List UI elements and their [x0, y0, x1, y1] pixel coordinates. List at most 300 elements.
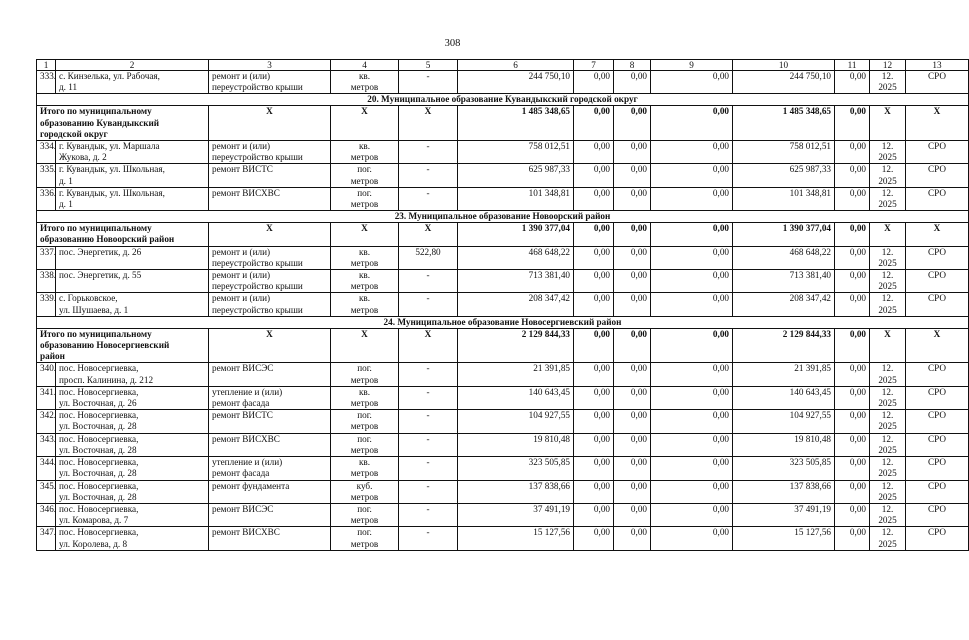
cell-line: городской округ — [40, 128, 108, 139]
cell-line: пог. — [357, 187, 372, 198]
table-cell — [209, 293, 331, 316]
table-cell: 468 648,22 — [733, 246, 835, 269]
table-cell: СРО — [906, 246, 969, 269]
cell-line: 12. — [881, 433, 894, 444]
table-cell: - — [399, 141, 458, 164]
table-cell: 346. — [37, 503, 56, 526]
table-cell: 0,00 — [835, 328, 870, 363]
cell-line: переустройство крыши — [212, 257, 303, 268]
table-cell: 244 750,10 — [733, 71, 835, 94]
table-cell: 37 491,19 — [458, 503, 574, 526]
table-cell: 2 129 844,33 — [733, 328, 835, 363]
table-cell: 0,00 — [614, 480, 651, 503]
cell-line: д. 11 — [59, 82, 78, 93]
table-cell: 0,00 — [651, 433, 733, 456]
table-cell: 0,00 — [651, 293, 733, 316]
cell-line: метров — [350, 398, 379, 409]
table-cell — [56, 246, 209, 269]
table-cell: Х — [399, 106, 458, 141]
table-cell: 713 381,40 — [458, 270, 574, 293]
cell-line: Итого по муниципальному — [40, 328, 152, 339]
cell-line: переустройство крыши — [212, 304, 303, 315]
table-cell — [209, 457, 331, 480]
table-cell — [209, 527, 331, 550]
cell-line: пог. — [357, 164, 372, 175]
table-cell: 19 810,48 — [733, 433, 835, 456]
table-cell: СРО — [906, 410, 969, 433]
table-cell: 0,00 — [835, 433, 870, 456]
cell-line: 2025 — [878, 538, 897, 549]
table-cell — [331, 141, 399, 164]
cell-line: Жукова, д. 2 — [59, 152, 107, 163]
table-cell: 323 505,85 — [458, 457, 574, 480]
table-cell: - — [399, 410, 458, 433]
table-cell: 333. — [37, 71, 56, 94]
table-cell: 0,00 — [574, 410, 614, 433]
cell-line: метров — [350, 175, 379, 186]
table-cell — [870, 187, 906, 210]
cell-line: ремонт ВИСХВС — [212, 433, 280, 444]
table-cell — [56, 71, 209, 94]
table-cell — [870, 363, 906, 386]
table-cell: 0,00 — [574, 164, 614, 187]
table-row — [37, 246, 969, 269]
cell-line: переустройство крыши — [212, 152, 303, 163]
table-cell: 0,00 — [614, 71, 651, 94]
table-cell: СРО — [906, 457, 969, 480]
table-cell — [331, 386, 399, 409]
table-cell: 101 348,81 — [733, 187, 835, 210]
table-cell: 0,00 — [651, 328, 733, 363]
table-cell: СРО — [906, 141, 969, 164]
table-cell: 101 348,81 — [458, 187, 574, 210]
column-number: 2 — [56, 60, 209, 71]
table-cell — [37, 223, 209, 246]
cell-line: д. 1 — [59, 199, 73, 210]
table-cell: 336. — [37, 187, 56, 210]
table-cell: 758 012,51 — [458, 141, 574, 164]
table-cell: 0,00 — [835, 141, 870, 164]
table-cell: 0,00 — [614, 187, 651, 210]
cell-line: пос. Новосергиевка, — [59, 480, 139, 491]
table-cell: 344. — [37, 457, 56, 480]
table-cell: 0,00 — [651, 141, 733, 164]
table-cell: СРО — [906, 527, 969, 550]
table-cell: - — [399, 164, 458, 187]
table-cell: - — [399, 480, 458, 503]
page-number: 308 — [444, 38, 461, 49]
table-cell: 347. — [37, 527, 56, 550]
cell-line: г. Кувандык, ул. Школьная, — [59, 164, 165, 175]
table-cell: 0,00 — [574, 457, 614, 480]
cell-line: 2025 — [878, 304, 897, 315]
table-cell — [209, 164, 331, 187]
table-row — [37, 410, 969, 433]
table-cell — [331, 410, 399, 433]
table-cell: 0,00 — [574, 386, 614, 409]
cell-line: метров — [350, 515, 379, 526]
cell-line: 2025 — [878, 281, 897, 292]
table-row — [37, 187, 969, 210]
cell-line: 12. — [881, 527, 894, 538]
table-cell: СРО — [906, 71, 969, 94]
section-heading-row — [37, 94, 969, 106]
cell-line: 2025 — [878, 152, 897, 163]
table-cell: 21 391,85 — [733, 363, 835, 386]
cell-line: 2025 — [878, 82, 897, 93]
table-cell: 625 987,33 — [733, 164, 835, 187]
table-cell: СРО — [906, 187, 969, 210]
cell-line: 12. — [881, 457, 894, 468]
table-cell: 0,00 — [614, 106, 651, 141]
table-cell: 0,00 — [614, 410, 651, 433]
table-cell: 0,00 — [574, 527, 614, 550]
subtotal-row — [37, 328, 969, 363]
section-heading: 20. Муниципальное образование Кувандыкский городской округ — [37, 94, 969, 106]
table-cell — [56, 503, 209, 526]
cell-line: 12. — [881, 363, 894, 374]
table-cell: 0,00 — [651, 410, 733, 433]
table-row — [37, 270, 969, 293]
table-cell: 0,00 — [651, 223, 733, 246]
table-cell: 0,00 — [651, 503, 733, 526]
table-cell — [870, 246, 906, 269]
cell-line: кв. — [358, 141, 371, 152]
cell-line: ремонт и (или) — [212, 71, 271, 81]
table-cell: Х — [209, 223, 331, 246]
table-cell — [870, 386, 906, 409]
table-row — [37, 71, 969, 94]
cell-line: д. 1 — [59, 175, 73, 186]
table-cell: 0,00 — [614, 527, 651, 550]
cell-line: пог. — [357, 527, 372, 538]
table-cell: - — [399, 293, 458, 316]
cell-line: образованию Новоорский район — [40, 234, 175, 245]
cell-line: утепление и (или) — [212, 386, 283, 397]
cell-line: 12. — [881, 187, 894, 198]
cell-line: ремонт фасада — [212, 468, 270, 479]
cell-line: ремонт и (или) — [212, 246, 271, 257]
table-cell: 0,00 — [651, 527, 733, 550]
table-cell — [209, 246, 331, 269]
table-cell: - — [399, 363, 458, 386]
table-cell — [56, 480, 209, 503]
cell-line: кв. — [358, 457, 371, 468]
table-cell: 15 127,56 — [733, 527, 835, 550]
cell-line: 12. — [881, 270, 894, 281]
table-cell: 0,00 — [574, 293, 614, 316]
cell-line: пос. Новосергиевка, — [59, 410, 139, 421]
table-cell: СРО — [906, 386, 969, 409]
table-cell: 0,00 — [614, 386, 651, 409]
table-cell: 0,00 — [574, 246, 614, 269]
cell-line: пог. — [357, 503, 372, 514]
cell-line: кв. — [358, 270, 371, 281]
cell-line: образованию Новосергиевский — [40, 340, 170, 351]
table-row — [37, 363, 969, 386]
column-number: 8 — [614, 60, 651, 71]
table-cell: Х — [331, 223, 399, 246]
table-cell — [209, 187, 331, 210]
cell-line: пог. — [357, 410, 372, 421]
table-cell: 0,00 — [574, 141, 614, 164]
table-cell — [331, 246, 399, 269]
cell-line: ремонт фундамента — [212, 480, 290, 491]
cell-line: пос. Новосергиевка, — [59, 386, 139, 397]
table-cell: 335. — [37, 164, 56, 187]
table-cell: 0,00 — [574, 71, 614, 94]
table-cell — [331, 480, 399, 503]
table-cell: 1 485 348,65 — [733, 106, 835, 141]
table-cell: 104 927,55 — [458, 410, 574, 433]
table-cell: 0,00 — [614, 270, 651, 293]
table-cell — [209, 503, 331, 526]
table-cell: 21 391,85 — [458, 363, 574, 386]
cell-line: 12. — [881, 164, 894, 175]
cell-line: 2025 — [878, 374, 897, 385]
table-cell: 334. — [37, 141, 56, 164]
table-cell — [331, 270, 399, 293]
cell-line: 12. — [881, 293, 894, 304]
table-cell — [870, 410, 906, 433]
table-cell: 341. — [37, 386, 56, 409]
cell-line: 2025 — [878, 444, 897, 455]
cell-line: ул. Восточная, д. 28 — [59, 421, 137, 432]
table-cell: 0,00 — [614, 223, 651, 246]
cell-line: метров — [350, 82, 379, 93]
subtotal-row — [37, 223, 969, 246]
table-cell: 339. — [37, 293, 56, 316]
table-cell: 137 838,66 — [458, 480, 574, 503]
table-cell: 0,00 — [614, 293, 651, 316]
column-number: 3 — [209, 60, 331, 71]
table-cell — [209, 410, 331, 433]
cell-line: Итого по муниципальному — [40, 223, 152, 234]
cell-line: утепление и (или) — [212, 457, 283, 468]
cell-line: метров — [350, 421, 379, 432]
table-row — [37, 164, 969, 187]
table-cell — [870, 164, 906, 187]
table-cell: - — [399, 503, 458, 526]
cell-line: пог. — [357, 363, 372, 374]
table-cell: 0,00 — [835, 223, 870, 246]
table-cell — [870, 71, 906, 94]
column-number: 5 — [399, 60, 458, 71]
table-cell — [331, 293, 399, 316]
cell-line: 12. — [881, 386, 894, 397]
column-number: 12 — [870, 60, 906, 71]
table-cell — [209, 386, 331, 409]
column-number: 4 — [331, 60, 399, 71]
table-cell: СРО — [906, 480, 969, 503]
table-cell — [56, 410, 209, 433]
cell-line: пос. Новосергиевка, — [59, 433, 139, 444]
cell-line: 2025 — [878, 398, 897, 409]
table-cell — [331, 457, 399, 480]
cell-line: ул. Шушаева, д. 1 — [59, 304, 129, 315]
cell-line: 2025 — [878, 468, 897, 479]
cell-line: ремонт ВИСЭС — [212, 503, 274, 514]
column-number: 10 — [733, 60, 835, 71]
table-cell: 0,00 — [835, 164, 870, 187]
table-cell: 0,00 — [835, 386, 870, 409]
table-cell — [331, 164, 399, 187]
table-cell: 0,00 — [835, 363, 870, 386]
table-cell: 140 643,45 — [733, 386, 835, 409]
cell-line: с. Горьковское, — [59, 293, 118, 304]
table-cell: 337. — [37, 246, 56, 269]
table-cell: Х — [209, 106, 331, 141]
table-cell: 140 643,45 — [458, 386, 574, 409]
cell-line: ремонт и (или) — [212, 293, 271, 304]
cell-line: ремонт и (или) — [212, 270, 271, 281]
table-cell — [37, 328, 209, 363]
table-cell — [56, 363, 209, 386]
table-cell — [56, 527, 209, 550]
table-cell: 0,00 — [574, 363, 614, 386]
cell-line: ул. Восточная, д. 26 — [59, 398, 137, 409]
cell-line: ремонт ВИСХВС — [212, 187, 280, 198]
table-cell: 0,00 — [835, 457, 870, 480]
table-cell: 0,00 — [835, 480, 870, 503]
table-cell — [331, 433, 399, 456]
table-cell — [56, 433, 209, 456]
table-row — [37, 293, 969, 316]
table-cell: 15 127,56 — [458, 527, 574, 550]
table-cell: 468 648,22 — [458, 246, 574, 269]
cell-line: г. Кувандык, ул. Школьная, — [59, 187, 165, 198]
table-cell — [870, 527, 906, 550]
table-cell: 0,00 — [614, 141, 651, 164]
table-cell: 342. — [37, 410, 56, 433]
table-cell — [56, 457, 209, 480]
table-cell — [56, 187, 209, 210]
table-row — [37, 141, 969, 164]
table-cell: 2 129 844,33 — [458, 328, 574, 363]
column-number: 13 — [906, 60, 969, 71]
section-heading-row — [37, 211, 969, 223]
table-cell: 0,00 — [574, 187, 614, 210]
table-cell: - — [399, 433, 458, 456]
cell-line: ул. Восточная, д. 28 — [59, 444, 137, 455]
table-cell — [331, 527, 399, 550]
table-cell: 713 381,40 — [733, 270, 835, 293]
table-cell — [870, 457, 906, 480]
column-number: 6 — [458, 60, 574, 71]
table-cell: Х — [870, 328, 906, 363]
table-row — [37, 503, 969, 526]
table-cell: 0,00 — [835, 293, 870, 316]
table-cell — [331, 503, 399, 526]
table-cell: Х — [870, 106, 906, 141]
cell-line: 12. — [881, 503, 894, 514]
table-cell: 0,00 — [614, 433, 651, 456]
cell-line: пос. Новосергиевка, — [59, 457, 139, 468]
table-cell — [870, 270, 906, 293]
table-cell: 208 347,42 — [458, 293, 574, 316]
cell-line: пос. Энергетик, д. 55 — [59, 270, 142, 281]
table-cell: 758 012,51 — [733, 141, 835, 164]
table-cell: 0,00 — [614, 363, 651, 386]
table-cell: 0,00 — [651, 457, 733, 480]
table-cell: 345. — [37, 480, 56, 503]
cell-line: образованию Кувандыкский — [40, 117, 160, 128]
table-cell: Х — [331, 328, 399, 363]
table-row — [37, 457, 969, 480]
table-cell: 0,00 — [835, 187, 870, 210]
cell-line: 12. — [881, 141, 894, 152]
table-cell: 1 390 377,04 — [733, 223, 835, 246]
table-cell: 0,00 — [574, 433, 614, 456]
cell-line: 2025 — [878, 515, 897, 526]
table-cell: СРО — [906, 293, 969, 316]
table-cell: - — [399, 187, 458, 210]
cell-line: ул. Восточная, д. 28 — [59, 468, 137, 479]
table-cell: 0,00 — [835, 410, 870, 433]
table-cell — [870, 503, 906, 526]
table-cell — [870, 433, 906, 456]
cell-line: метров — [350, 491, 379, 502]
cell-line: г. Кувандык, ул. Маршала — [59, 141, 160, 152]
table-cell — [56, 386, 209, 409]
cell-line: кв. — [358, 246, 371, 257]
cell-line: пос. Новосергиевка, — [59, 503, 139, 514]
table-cell: 0,00 — [835, 270, 870, 293]
section-heading-row — [37, 316, 969, 328]
table-cell: 0,00 — [574, 480, 614, 503]
table-cell — [37, 106, 209, 141]
table-cell: Х — [906, 106, 969, 141]
table-cell: 0,00 — [651, 71, 733, 94]
table-cell — [209, 141, 331, 164]
cell-line: кв. — [358, 71, 371, 81]
table-cell: 0,00 — [651, 106, 733, 141]
cell-line: ремонт и (или) — [212, 141, 271, 152]
table-cell: 0,00 — [651, 386, 733, 409]
column-number-row — [37, 60, 969, 71]
table-cell — [870, 293, 906, 316]
cell-line: метров — [350, 374, 379, 385]
table-cell: 0,00 — [835, 246, 870, 269]
column-number: 7 — [574, 60, 614, 71]
table-cell: 0,00 — [614, 328, 651, 363]
table-cell: 0,00 — [651, 246, 733, 269]
cell-line: метров — [350, 468, 379, 479]
table-row — [37, 386, 969, 409]
table-cell: 0,00 — [614, 164, 651, 187]
table-cell: 104 927,55 — [733, 410, 835, 433]
table-cell: Х — [870, 223, 906, 246]
cell-line: метров — [350, 444, 379, 455]
cell-line: метров — [350, 304, 379, 315]
table-cell: 0,00 — [835, 71, 870, 94]
table-cell: 0,00 — [574, 270, 614, 293]
table-cell: СРО — [906, 433, 969, 456]
table-cell: 0,00 — [574, 503, 614, 526]
table-cell: 0,00 — [614, 457, 651, 480]
cell-line: ремонт ВИСХВС — [212, 527, 280, 538]
table-cell — [331, 71, 399, 94]
cell-line: просп. Калинина, д. 212 — [59, 374, 154, 385]
subtotal-row — [37, 106, 969, 141]
table-row — [37, 480, 969, 503]
table-cell — [870, 480, 906, 503]
section-heading: 23. Муниципальное образование Новоорский район — [37, 211, 969, 223]
cell-line: пог. — [357, 433, 372, 444]
table-cell: 37 491,19 — [733, 503, 835, 526]
table-cell: - — [399, 270, 458, 293]
cell-line: Итого по муниципальному — [40, 106, 152, 117]
